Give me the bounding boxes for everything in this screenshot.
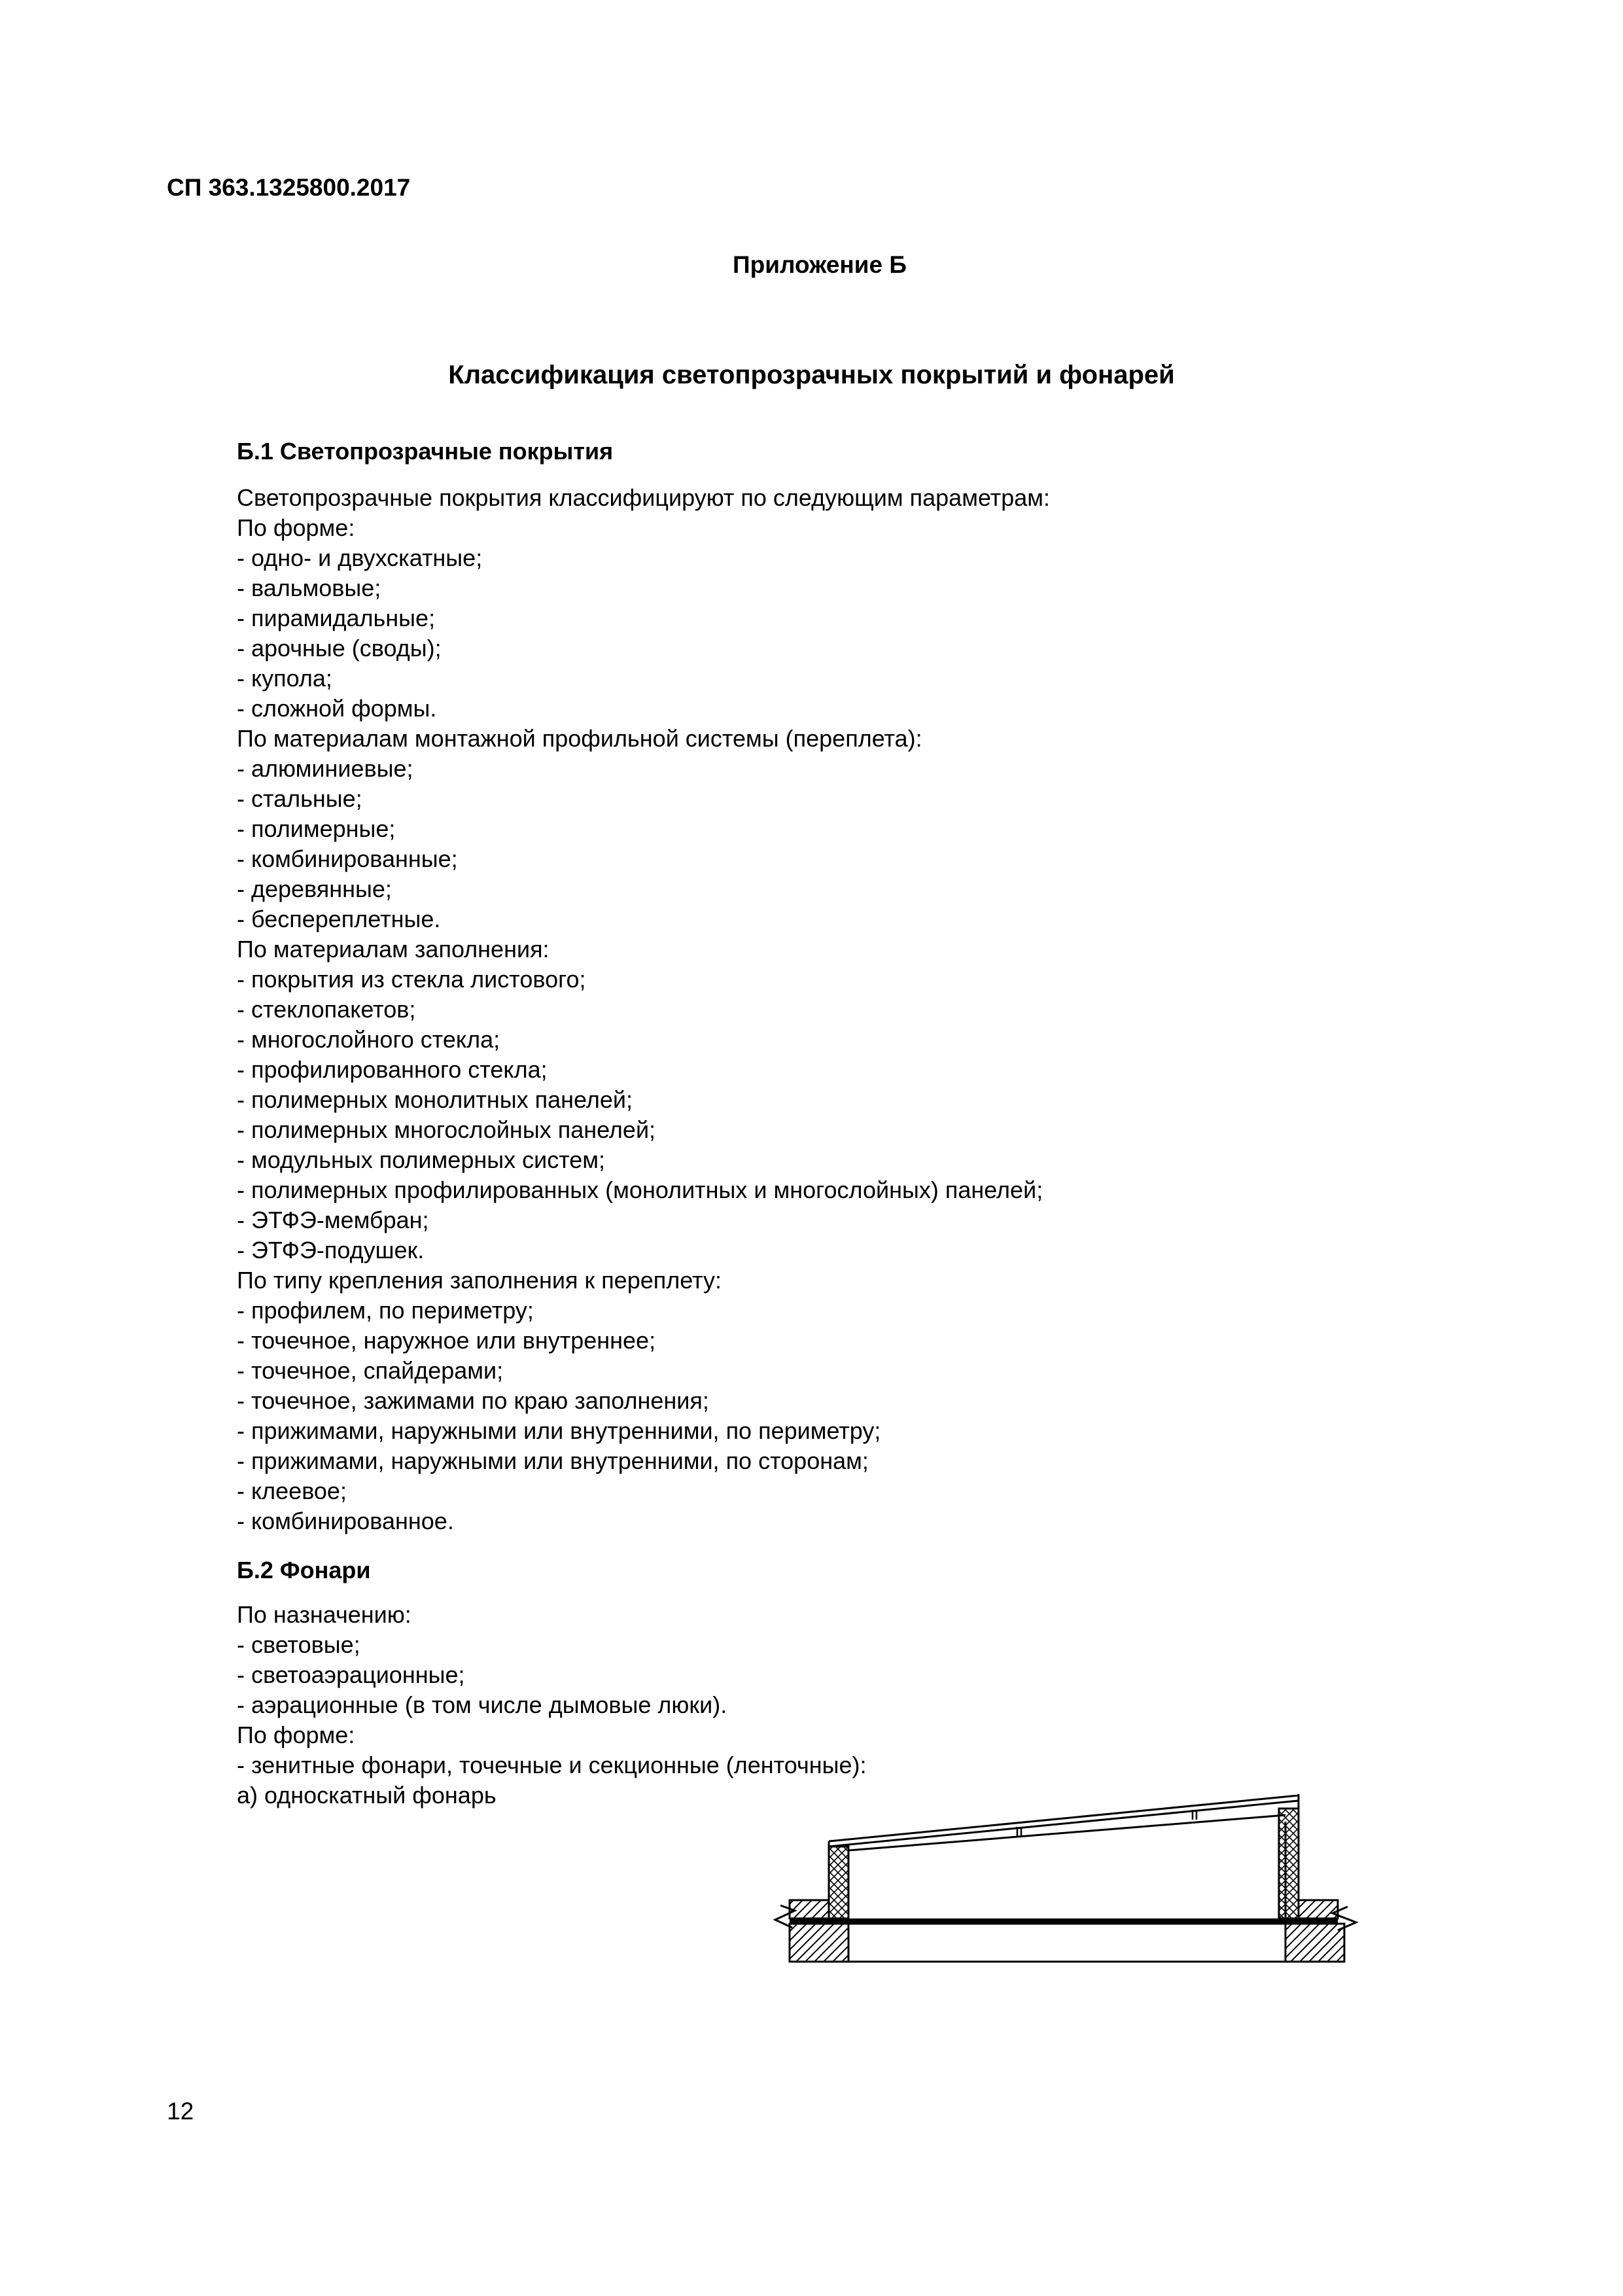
list-item: По назначению: — [237, 1601, 411, 1628]
list-item: - арочные (своды); — [237, 635, 442, 662]
skylight-section-drawing — [756, 1782, 1452, 1998]
section-2-heading: Б.2 Фонари — [237, 1557, 371, 1583]
list-item: - полимерные; — [237, 815, 396, 842]
list-item: - вальмовые; — [237, 574, 381, 601]
section-1-body — [237, 483, 1050, 1536]
list-item: - стальные; — [237, 785, 362, 812]
section-2-body — [237, 1600, 867, 1810]
break-marks — [775, 1905, 1356, 1930]
list-item: - аэрационные (в том числе дымовые люки). — [237, 1691, 727, 1718]
list-item: - прижимами, наружными или внутренними, по сторонам; — [237, 1447, 869, 1474]
list-item: - зенитные фонари, точечные и секционные (ленточные): — [237, 1752, 867, 1778]
list-item: - сложной формы. — [237, 695, 437, 722]
list-item: - пирамидальные; — [237, 605, 436, 631]
list-item: - многослойного стекла; — [237, 1026, 500, 1053]
page-number: 12 — [167, 2098, 194, 2125]
list-item: - ЭТФЭ-подушек. — [237, 1237, 425, 1263]
list-item: - комбинированное. — [237, 1508, 454, 1534]
list-item: По материалам заполнения: — [237, 936, 550, 963]
list-item: - профилированного стекла; — [237, 1056, 548, 1083]
list-item: - модульных полимерных систем; — [237, 1146, 606, 1173]
section-1-heading: Б.1 Светопрозрачные покрытия — [237, 438, 614, 465]
sloped-glazing — [829, 1794, 1299, 1850]
list-item: - ЭТФЭ-мембран; — [237, 1207, 429, 1233]
document-code: СП 363.1325800.2017 — [167, 174, 411, 201]
list-item: - покрытия из стекла листового; — [237, 966, 586, 993]
list-item: По форме: — [237, 1722, 355, 1748]
list-item: Светопрозрачные покрытия классифицируют по следующим параметрам: — [237, 484, 1051, 511]
roof-slab — [790, 1900, 1344, 1962]
list-item: По типу крепления заполнения к переплету: — [237, 1267, 722, 1294]
list-item: - комбинированные; — [237, 845, 458, 872]
list-item: - купола; — [237, 665, 332, 692]
list-item: - клеевое; — [237, 1477, 347, 1504]
list-item: - точечное, спайдерами; — [237, 1357, 504, 1384]
list-item: - профилем, по периметру; — [237, 1297, 534, 1324]
list-item: - точечное, наружное или внутреннее; — [237, 1327, 656, 1354]
list-item: - световые; — [237, 1631, 360, 1658]
upstand-curbs — [829, 1809, 1299, 1924]
list-item: - полимерных монолитных панелей; — [237, 1086, 633, 1113]
list-item: - полимерных профилированных (монолитных и многослойных) панелей; — [237, 1176, 1043, 1203]
page-title: Классификация светопрозрачных покрытий и фонарей — [448, 361, 1175, 389]
appendix-label: Приложение Б — [733, 251, 907, 278]
list-item: - одно- и двухскатные; — [237, 544, 483, 571]
list-item: - алюминиевые; — [237, 755, 413, 782]
list-item: - деревянные; — [237, 875, 392, 902]
list-item: - стеклопакетов; — [237, 996, 416, 1023]
list-item: - прижимами, наружными или внутренними, по периметру; — [237, 1417, 881, 1444]
list-item: а) односкатный фонарь — [237, 1782, 497, 1809]
list-item: - полимерных многослойных панелей; — [237, 1116, 656, 1143]
list-item: По материалам монтажной профильной системы (переплета): — [237, 725, 922, 752]
list-item: - беспереплетные. — [237, 906, 441, 932]
list-item: - светоаэрационные; — [237, 1661, 465, 1688]
list-item: - точечное, зажимами по краю заполнения; — [237, 1387, 709, 1414]
list-item: По форме: — [237, 514, 355, 541]
